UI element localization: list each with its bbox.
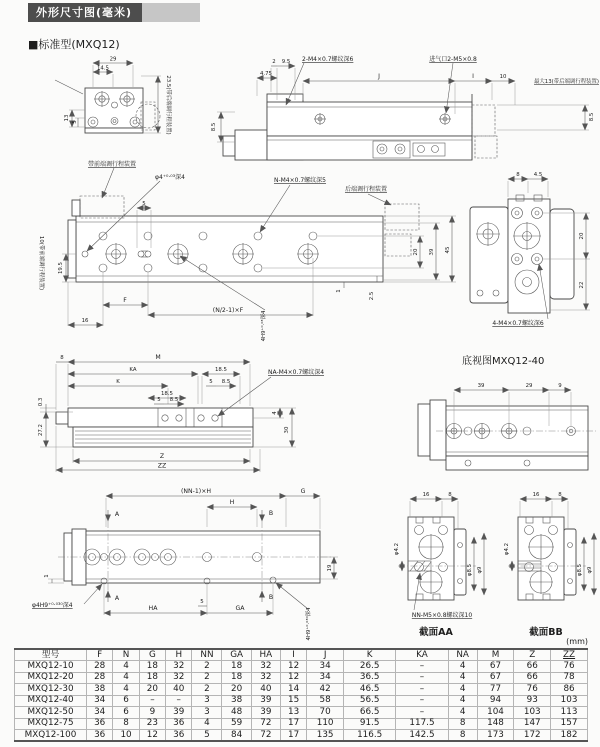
- value-cell: 36: [87, 718, 113, 730]
- value-cell: –: [139, 695, 165, 707]
- model-cell: MXQ12-20: [15, 672, 87, 684]
- dim-16-label: 16: [81, 318, 89, 324]
- end-section-body: [470, 195, 574, 313]
- value-cell: 86: [551, 684, 588, 696]
- value-cell: 5: [192, 730, 222, 742]
- dim-4-5-label: 4.5: [533, 172, 543, 178]
- value-cell: 39: [251, 695, 280, 707]
- dim-18-5-right-label: 18.5: [214, 367, 228, 373]
- model-cell: MXQ12-10: [15, 661, 87, 673]
- value-cell: –: [396, 661, 448, 673]
- value-cell: 67: [477, 672, 514, 684]
- dim-ZZ-label: ZZ: [157, 462, 167, 470]
- value-cell: 46.5: [344, 684, 396, 696]
- value-cell: 6: [113, 707, 139, 719]
- thread-callout-label: N-M4×0.7螺纹深5: [273, 177, 327, 184]
- dim-d8-5-label: φ8.5: [467, 563, 473, 577]
- value-cell: 48: [222, 707, 251, 719]
- value-cell: 32: [251, 672, 280, 684]
- value-cell: 72: [251, 718, 280, 730]
- value-cell: 17: [280, 718, 306, 730]
- value-cell: 135: [307, 730, 344, 742]
- value-cell: 70: [307, 707, 344, 719]
- value-cell: 78: [551, 672, 588, 684]
- thread-callout-label: 4-M4×0.7螺纹深6: [492, 320, 544, 327]
- value-cell: 28: [87, 672, 113, 684]
- dim-2-label: 2: [272, 59, 276, 65]
- value-cell: 3: [192, 707, 222, 719]
- value-cell: 173: [477, 730, 514, 742]
- value-cell: –: [396, 672, 448, 684]
- dim-8-label: 8: [516, 172, 520, 178]
- value-cell: 9: [139, 707, 165, 719]
- value-cell: 34: [87, 707, 113, 719]
- column-header: G: [139, 649, 165, 661]
- value-cell: 20: [222, 684, 251, 696]
- column-header: NN: [192, 649, 222, 661]
- value-cell: 15: [280, 695, 306, 707]
- column-header: ZZ: [551, 649, 588, 661]
- dim-G-label: G: [300, 488, 306, 495]
- section-marker-A-top: A: [114, 511, 120, 518]
- column-header: K: [344, 649, 396, 661]
- value-cell: 8: [113, 718, 139, 730]
- dim-1-label: 1: [336, 289, 342, 293]
- table-header-row: [15, 649, 588, 661]
- value-cell: 4: [192, 718, 222, 730]
- table-row: [15, 672, 588, 684]
- column-header: H: [166, 649, 192, 661]
- dim-Z-label: Z: [159, 453, 165, 460]
- section-marker-A-bottom: A: [114, 595, 120, 602]
- thread-callout-label: NA-M4×0.7螺纹深4: [268, 369, 325, 376]
- value-cell: 4: [448, 661, 477, 673]
- dim-d4-2-label: φ4.2: [394, 542, 400, 556]
- value-cell: 36.5: [344, 672, 396, 684]
- value-cell: 12: [280, 661, 306, 673]
- value-cell: 4: [113, 684, 139, 696]
- unit-label: (mm): [566, 637, 588, 646]
- value-cell: 12: [280, 672, 306, 684]
- value-cell: 38: [87, 684, 113, 696]
- value-cell: 66: [514, 672, 551, 684]
- dim-13-label: 13: [64, 114, 70, 122]
- dim-20-label: 20: [413, 248, 419, 256]
- column-header: GA: [222, 649, 251, 661]
- value-cell: –: [166, 695, 192, 707]
- front-view-body: [85, 88, 160, 133]
- dimension-table: [14, 648, 588, 742]
- value-cell: 2: [192, 661, 222, 673]
- dim-5-label: 5: [72, 120, 78, 124]
- value-cell: –: [396, 684, 448, 696]
- value-cell: –: [396, 695, 448, 707]
- dim-8-label: 8: [558, 492, 562, 498]
- dim-HA-label: HA: [148, 605, 158, 612]
- dim-10-label: 10: [499, 74, 507, 80]
- pin-hole-label: φ4⁺⁰·⁰³深4: [155, 174, 185, 181]
- dim-16-label: 16: [422, 492, 430, 498]
- dim-14-5-label: 14.5: [96, 65, 110, 72]
- dim-5-label: 5: [142, 201, 146, 207]
- table-row: [15, 730, 588, 742]
- value-cell: 4: [448, 672, 477, 684]
- model-cell: MXQ12-100: [15, 730, 87, 742]
- bottom-view-body: [58, 521, 333, 591]
- dim-1-label: 1: [44, 574, 50, 578]
- column-header: I: [280, 649, 306, 661]
- value-cell: 2: [192, 672, 222, 684]
- value-cell: 103: [514, 707, 551, 719]
- dim-d4-2-label: φ4.2: [504, 542, 510, 556]
- header-band-tail: [142, 3, 200, 22]
- value-cell: 148: [477, 718, 514, 730]
- value-cell: 28: [87, 661, 113, 673]
- front-adjuster-note-left: 10(带前端调行程装置): [38, 235, 44, 291]
- value-cell: 147: [514, 718, 551, 730]
- dim-29-label: 29: [109, 56, 117, 63]
- value-cell: 42: [307, 684, 344, 696]
- table-body: [15, 661, 588, 742]
- dim-8-5-right-label: 8.5: [589, 112, 595, 122]
- bottom-view-40-body: [418, 400, 596, 470]
- table-row: [15, 707, 588, 719]
- value-cell: 39: [251, 707, 280, 719]
- dim-KA-label: KA: [129, 367, 137, 373]
- value-cell: 40: [166, 684, 192, 696]
- dim-8-label: 8: [60, 355, 64, 361]
- value-cell: 3: [192, 695, 222, 707]
- dim-4-label: 4: [272, 411, 278, 415]
- value-cell: 18: [222, 672, 251, 684]
- value-cell: 59: [222, 718, 251, 730]
- value-cell: 4: [448, 695, 477, 707]
- value-cell: 67: [477, 661, 514, 673]
- end-section-view-drawing: [440, 165, 600, 335]
- leader-stub: [55, 80, 83, 94]
- dim-J-label: J: [378, 73, 380, 80]
- dim-9-label: 9: [558, 383, 562, 389]
- dim-GA-label: GA: [235, 605, 245, 612]
- side-view2-body: [56, 408, 253, 447]
- value-cell: 66: [514, 661, 551, 673]
- table-row: [15, 695, 588, 707]
- dim-d8-5-label: φ8.5: [577, 563, 583, 577]
- dim-29-label: 29: [525, 383, 533, 389]
- side-view-body: [223, 94, 497, 160]
- value-cell: 10: [113, 730, 139, 742]
- value-cell: 6: [113, 695, 139, 707]
- value-cell: 94: [477, 695, 514, 707]
- dim-30-label: 30: [284, 426, 290, 434]
- table-row: [15, 718, 588, 730]
- value-cell: 2: [192, 684, 222, 696]
- section-bb-body: [508, 517, 586, 600]
- page-header: [28, 3, 200, 22]
- section-marker-B-bottom: B: [268, 594, 274, 601]
- section-bb-caption: 截面BB: [529, 627, 563, 638]
- value-cell: 34: [307, 661, 344, 673]
- dim-5-left-label: 5: [157, 397, 161, 403]
- side-view2-drawing: [28, 348, 373, 483]
- dim-d9-label: φ9: [587, 566, 593, 574]
- rear-adjuster-label: 后端调行程装置: [344, 186, 388, 193]
- dim-18-5-left-label: 18.5: [160, 391, 174, 397]
- value-cell: 113: [551, 707, 588, 719]
- plan-view-drawing: [28, 158, 473, 348]
- value-cell: 18: [139, 661, 165, 673]
- value-cell: 18: [222, 661, 251, 673]
- dim-8-5-left-label: 8.5: [211, 122, 217, 132]
- value-cell: 18: [139, 672, 165, 684]
- column-header: 型号: [15, 649, 87, 661]
- dim-5-label: 5: [200, 599, 204, 605]
- dim-27-2-label: 27.2: [38, 423, 44, 437]
- value-cell: 32: [166, 672, 192, 684]
- value-cell: 93: [514, 695, 551, 707]
- value-cell: 56.5: [344, 695, 396, 707]
- value-cell: 116.5: [344, 730, 396, 742]
- value-cell: 58: [307, 695, 344, 707]
- thread-callout-label: NN-M5×0.8螺纹深10: [411, 612, 473, 619]
- section-aa-caption: 截面AA: [419, 627, 453, 638]
- dim-d9-label: φ9: [477, 566, 483, 574]
- model-subtitle: ■标准型(MXQ12): [28, 38, 120, 51]
- value-cell: 36: [166, 718, 192, 730]
- value-cell: 142.5: [396, 730, 448, 742]
- value-cell: 38: [222, 695, 251, 707]
- value-cell: 72: [251, 730, 280, 742]
- value-cell: 20: [139, 684, 165, 696]
- value-cell: 26.5: [344, 661, 396, 673]
- dim-9-5-label: 9.5: [281, 59, 291, 65]
- value-cell: 117.5: [396, 718, 448, 730]
- dim-pitch-label: (N/2-1)×F: [212, 307, 244, 314]
- front-adjuster-label: 带前端调行程装置: [87, 161, 137, 168]
- value-cell: 157: [551, 718, 588, 730]
- bottom-view-drawing: [28, 483, 388, 645]
- value-cell: 34: [307, 672, 344, 684]
- rear-adjuster-height-note: 23.5(带后端调行程装置): [165, 75, 171, 135]
- value-cell: 66.5: [344, 707, 396, 719]
- value-cell: 76: [551, 661, 588, 673]
- dim-8-5-right-label: 8.5: [221, 379, 231, 385]
- model-cell: MXQ12-30: [15, 684, 87, 696]
- value-cell: 104: [477, 707, 514, 719]
- dim-19-label: 19: [327, 564, 333, 572]
- column-header: F: [87, 649, 113, 661]
- section-marker-B-top: B: [268, 510, 274, 517]
- thread-callout-label: 2-M4×0.7螺纹深6: [302, 56, 354, 63]
- value-cell: 182: [551, 730, 588, 742]
- dim-22-label: 22: [579, 281, 585, 289]
- dim-8-5-left-label: 8.5: [169, 397, 179, 403]
- value-cell: 110: [307, 718, 344, 730]
- pin-hole-label2: 4H9⁺⁰·⁰³⁰深4: [306, 607, 312, 641]
- column-header: M: [477, 649, 514, 661]
- value-cell: 4: [113, 661, 139, 673]
- column-header: Z: [514, 649, 551, 661]
- pin-hole-label2: 4H9⁺⁰·⁰³深4: [261, 310, 267, 342]
- bottom-view-40-caption: 底视图MXQ12-40: [462, 356, 545, 367]
- column-header: KA: [396, 649, 448, 661]
- value-cell: 36: [166, 730, 192, 742]
- value-cell: 32: [166, 661, 192, 673]
- dim-F-label: F: [123, 297, 127, 304]
- dim-16-label: 16: [532, 492, 540, 498]
- table-row: [15, 661, 588, 673]
- model-cell: MXQ12-40: [15, 695, 87, 707]
- value-cell: 8: [448, 730, 477, 742]
- plan-view-body: [68, 196, 419, 282]
- value-cell: –: [396, 707, 448, 719]
- column-header: HA: [251, 649, 280, 661]
- pin-hole-label: φ4H9⁺⁰·⁰³⁰深4: [32, 602, 73, 609]
- value-cell: 40: [251, 684, 280, 696]
- value-cell: 14: [280, 684, 306, 696]
- value-cell: 84: [222, 730, 251, 742]
- dim-45-label: 45: [445, 246, 451, 254]
- model-cell: MXQ12-50: [15, 707, 87, 719]
- column-header: NA: [448, 649, 477, 661]
- column-header: J: [307, 649, 344, 661]
- bottom-view-40-drawing: [408, 368, 600, 476]
- value-cell: 17: [280, 730, 306, 742]
- dim-8-label: 8: [448, 492, 452, 498]
- dim-5-right-label: 5: [209, 379, 213, 385]
- section-aa-drawing: [390, 487, 495, 645]
- dim-K-label: K: [116, 379, 120, 385]
- dim-span-label: (NN-1)×H: [180, 488, 212, 495]
- dim-39-label: 39: [477, 383, 485, 389]
- value-cell: 8: [448, 718, 477, 730]
- value-cell: 12: [139, 730, 165, 742]
- table-row: [15, 684, 588, 696]
- value-cell: 36: [87, 730, 113, 742]
- dim-19-5-label: 19.5: [58, 261, 64, 275]
- value-cell: 172: [514, 730, 551, 742]
- max13-note: 最大13(带后端调行程装置): [534, 79, 599, 85]
- section-aa-body: [398, 517, 476, 600]
- model-cell: MXQ12-75: [15, 718, 87, 730]
- dim-2-5-label: 2.5: [369, 291, 375, 301]
- value-cell: 76: [514, 684, 551, 696]
- value-cell: 103: [551, 695, 588, 707]
- page-title: 外形尺寸图(毫米): [28, 3, 142, 22]
- dim-M-label: M: [155, 354, 161, 361]
- dim-20-label: 20: [579, 232, 585, 240]
- dim-0-3-label: 0.3: [38, 397, 44, 407]
- dim-39-label: 39: [429, 248, 435, 256]
- value-cell: 4: [448, 707, 477, 719]
- value-cell: 34: [87, 695, 113, 707]
- value-cell: 4: [448, 684, 477, 696]
- section-bb-drawing: [500, 487, 600, 645]
- air-port-label: 进气口2-M5×0.8: [429, 56, 477, 63]
- column-header: N: [113, 649, 139, 661]
- value-cell: 32: [251, 661, 280, 673]
- value-cell: 39: [166, 707, 192, 719]
- value-cell: 77: [477, 684, 514, 696]
- value-cell: 23: [139, 718, 165, 730]
- dim-H-label: H: [229, 499, 235, 506]
- value-cell: 13: [280, 707, 306, 719]
- value-cell: 4: [113, 672, 139, 684]
- dim-4-75-label: 4.75: [259, 71, 273, 77]
- dim-I-label: I: [472, 73, 474, 80]
- top-side-view-drawing: [205, 50, 600, 165]
- value-cell: 91.5: [344, 718, 396, 730]
